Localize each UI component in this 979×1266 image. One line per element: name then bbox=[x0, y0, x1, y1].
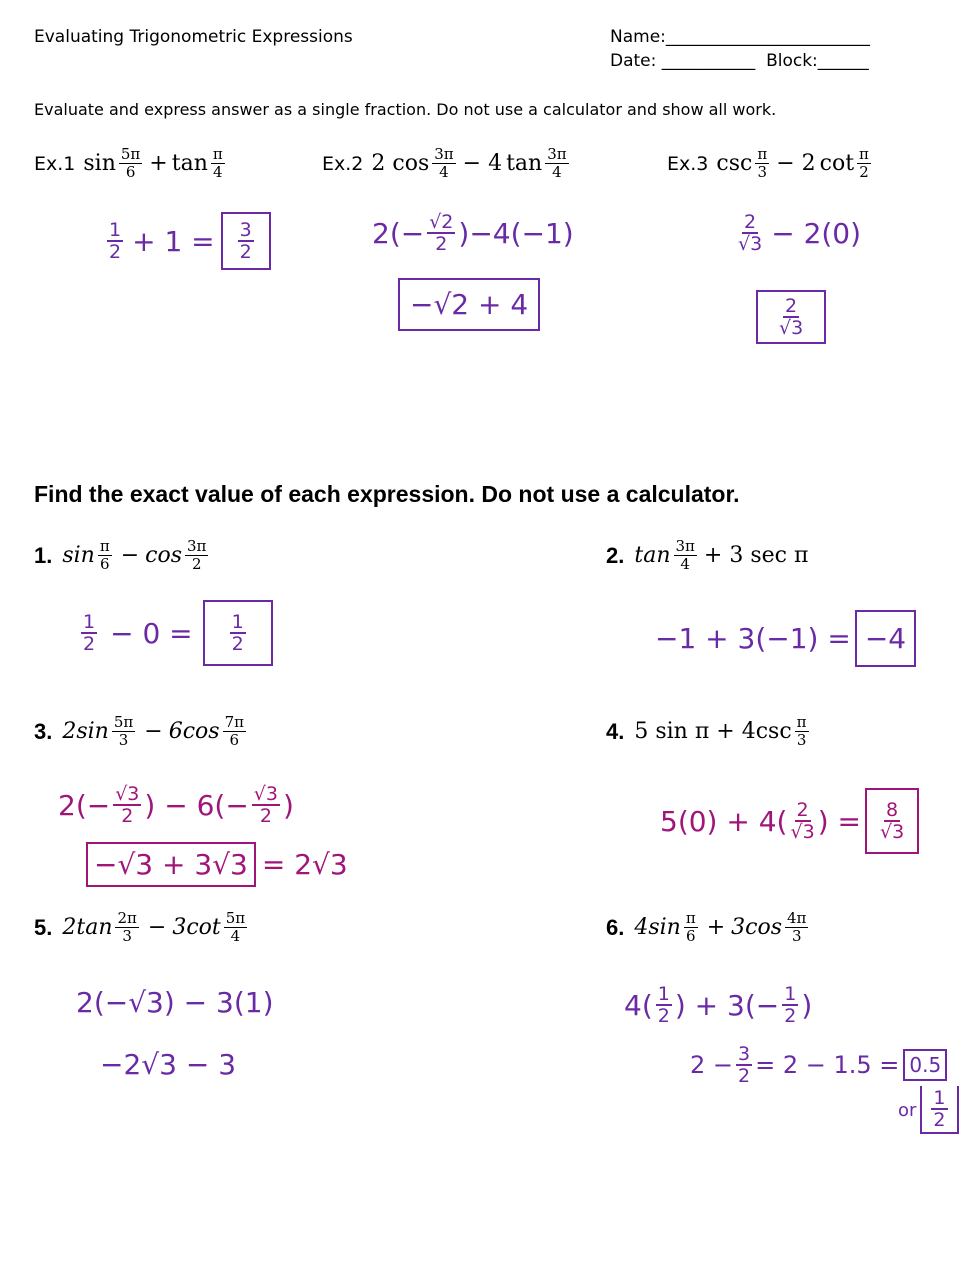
hand-fraction: 1 2 bbox=[657, 983, 670, 1027]
answer-box: −√2 + 4 bbox=[398, 278, 540, 331]
hand-text: ) + 3(− bbox=[674, 988, 780, 1022]
fraction: $\frac{5\pi}{6}$ bbox=[120, 145, 141, 181]
answer-box: 3 2 bbox=[221, 212, 271, 270]
fraction: $\frac{\pi}{3}$ bbox=[796, 713, 807, 749]
func: cot bbox=[819, 151, 855, 176]
hand-text: ) = bbox=[817, 804, 861, 838]
answer-box: −4 bbox=[855, 610, 916, 667]
hand-fraction: $\frac{√3}{2}$ bbox=[115, 783, 140, 827]
hand-text: or bbox=[898, 1099, 917, 1121]
hand-text: 4( bbox=[624, 988, 653, 1022]
problem-number: 2. bbox=[606, 542, 625, 568]
problem-number: 3. bbox=[34, 718, 53, 744]
fraction: $\frac{\pi}{2}$ bbox=[859, 145, 869, 181]
fraction: $\frac{7\pi}{6}$ bbox=[224, 713, 244, 749]
fraction: $\frac{3\pi}{2}$ bbox=[187, 537, 207, 573]
problem-5-work-line1: 2(−√3) − 3(1) bbox=[76, 986, 274, 1019]
hand-text: 2(− bbox=[372, 216, 425, 250]
func: 2sin bbox=[62, 719, 109, 744]
name-field: Name:________________________ bbox=[610, 27, 870, 47]
operator: − 4 bbox=[462, 151, 503, 176]
hand-text: = 2√3 bbox=[261, 848, 348, 881]
problem-6-expression bbox=[606, 910, 811, 945]
operator: − bbox=[147, 915, 167, 940]
answer-box: 1 2 bbox=[920, 1086, 958, 1134]
date-block-field: Date: ___________ Block:______ bbox=[610, 51, 869, 71]
example-label: Ex.1 bbox=[34, 152, 76, 175]
hand-fraction: $\frac{3}{2}$ bbox=[738, 1043, 751, 1087]
fraction: $\frac{5\pi}{4}$ bbox=[225, 909, 246, 945]
example-1-work bbox=[104, 212, 271, 270]
problem-6-alt-answer bbox=[898, 1086, 959, 1134]
hand-text: + 1 = bbox=[132, 224, 215, 258]
example-3-work-answer bbox=[756, 290, 826, 344]
func: csc bbox=[716, 151, 753, 176]
fraction: $\frac{3\pi}{4}$ bbox=[675, 537, 695, 573]
hand-text: ) − 6(− bbox=[144, 788, 249, 822]
answer-box: 1 2 bbox=[203, 600, 273, 666]
fraction: $\frac{\pi}{6}$ bbox=[99, 537, 110, 573]
answer-box: −√3 + 3√3 bbox=[86, 842, 256, 887]
func: tan bbox=[506, 151, 543, 176]
problem-6-work-line1 bbox=[624, 984, 812, 1026]
fraction: $\frac{\pi}{6}$ bbox=[685, 909, 696, 945]
fraction: $\frac{5\pi}{3}$ bbox=[113, 713, 134, 749]
problem-6-work-line2 bbox=[690, 1044, 947, 1086]
hand-fraction: 2 √3 bbox=[738, 211, 763, 255]
hand-text: ) bbox=[801, 988, 813, 1022]
example-1-expression bbox=[34, 146, 228, 181]
fraction: $\frac{3\pi}{4}$ bbox=[547, 145, 567, 181]
hand-fraction: 2 √3 bbox=[790, 799, 815, 843]
problem-2-expression bbox=[606, 538, 808, 573]
hand-text: 5(0) + 4( bbox=[660, 804, 788, 838]
problem-4-work bbox=[660, 788, 919, 854]
operator: + bbox=[149, 151, 168, 176]
fraction: $\frac{4\pi}{3}$ bbox=[787, 909, 807, 945]
example-3-work-line1 bbox=[735, 212, 861, 254]
hand-text: 2 − bbox=[690, 1051, 734, 1079]
hand-text: − 2(0) bbox=[771, 216, 862, 250]
func: cos bbox=[145, 543, 183, 568]
operator: − bbox=[120, 543, 140, 568]
problem-number: 1. bbox=[34, 542, 53, 568]
operator: + bbox=[706, 915, 726, 940]
problem-1-expression bbox=[34, 538, 211, 573]
example-label: Ex.2 bbox=[322, 152, 364, 175]
func: sin bbox=[62, 543, 95, 568]
hand-text: 2(− bbox=[58, 788, 111, 822]
operator: + 3 sec π bbox=[703, 543, 809, 568]
problem-2-work bbox=[655, 610, 916, 667]
problem-1-work bbox=[78, 600, 273, 666]
func: sin bbox=[83, 151, 116, 176]
hand-fraction: 1 2 bbox=[109, 219, 122, 263]
answer-box: 0.5 bbox=[903, 1049, 947, 1081]
hand-fraction: 1 2 bbox=[83, 611, 96, 655]
worksheet-title: Evaluating Trigonometric Expressions bbox=[34, 27, 353, 47]
example-2-work-line1 bbox=[372, 212, 574, 254]
fraction: $\frac{3\pi}{4}$ bbox=[434, 145, 454, 181]
example-label: Ex.3 bbox=[667, 152, 709, 175]
problem-3-expression bbox=[34, 714, 249, 749]
fraction: $\frac{\pi}{4}$ bbox=[212, 145, 223, 181]
example-3-expression bbox=[667, 146, 874, 181]
fraction: $\frac{2\pi}{3}$ bbox=[117, 909, 137, 945]
func: 2tan bbox=[62, 915, 113, 940]
problem-number: 6. bbox=[606, 914, 625, 940]
func: 3cot bbox=[172, 915, 221, 940]
fraction: $\frac{\pi}{3}$ bbox=[757, 145, 768, 181]
problem-5-expression bbox=[34, 910, 250, 945]
hand-fraction: $\frac{1}{2}$ bbox=[784, 983, 797, 1027]
func: tan bbox=[634, 543, 671, 568]
hand-text: ) bbox=[283, 788, 294, 822]
func: 3cos bbox=[731, 915, 783, 940]
answer-box: 8 √3 bbox=[865, 788, 919, 854]
problem-3-work-line2 bbox=[86, 842, 348, 887]
func: tan bbox=[171, 151, 208, 176]
hand-text: )−4(−1) bbox=[458, 216, 574, 250]
hand-text: − 0 = bbox=[110, 616, 193, 650]
operator: − 2 bbox=[776, 151, 816, 176]
problem-5-work-line2: −2√3 − 3 bbox=[100, 1048, 237, 1081]
problem-number: 4. bbox=[606, 718, 625, 744]
problem-3-work-line1 bbox=[58, 784, 294, 826]
func: 4sin bbox=[634, 915, 681, 940]
hand-text: −1 + 3(−1) = bbox=[655, 622, 851, 655]
problem-4-expression bbox=[606, 714, 812, 749]
operator: − bbox=[144, 719, 163, 744]
example-2-work-answer bbox=[398, 278, 540, 331]
func: 2 cos bbox=[371, 151, 430, 176]
instructions-part1: Evaluate and express answer as a single fraction. Do not use a calculator and show all work. bbox=[34, 100, 777, 119]
hand-text: = 2 − 1.5 = bbox=[755, 1051, 900, 1079]
instructions-part2: Find the exact value of each expression. Do not use a calculator. bbox=[34, 481, 740, 507]
func: 5 sin π + 4csc bbox=[634, 719, 792, 744]
hand-fraction: $\frac{√3}{2}$ bbox=[253, 783, 278, 827]
func: 6cos bbox=[168, 719, 220, 744]
problem-number: 5. bbox=[34, 914, 53, 940]
hand-fraction: $\frac{√2}{2}$ bbox=[429, 211, 454, 255]
example-2-expression bbox=[322, 146, 572, 181]
answer-box: 2 √3 bbox=[756, 290, 826, 344]
